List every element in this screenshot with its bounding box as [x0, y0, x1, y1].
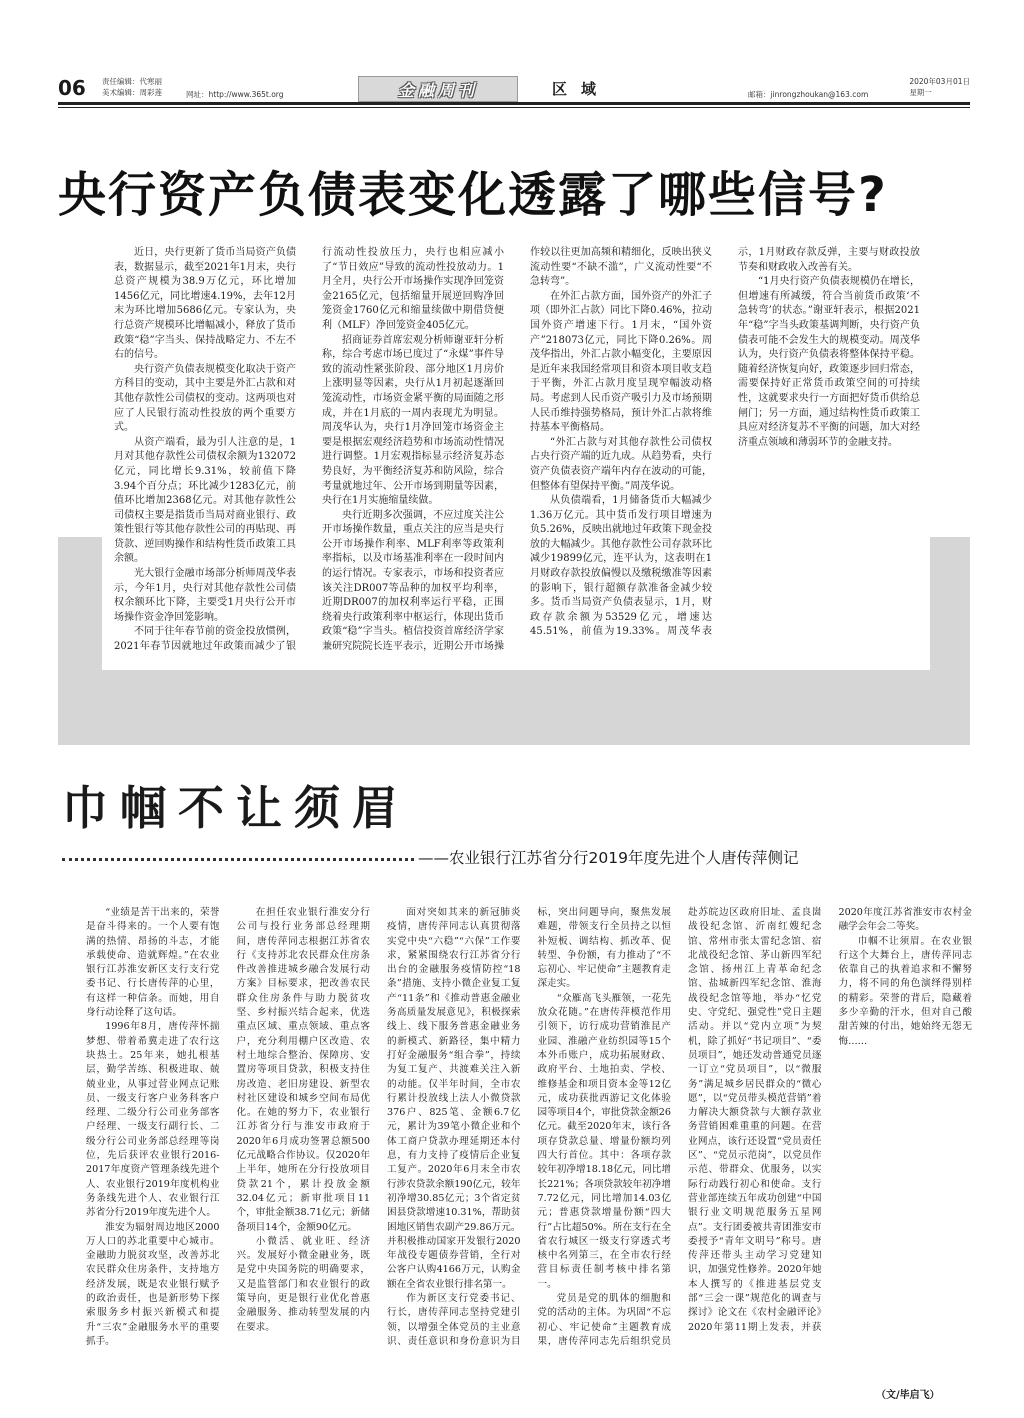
body-paragraph: 不同于往年春节前的资金投放惯例，2021年春节因就地过年政策而减少了银行流动性投放压力，央行也相应减小了“节日效应”导致的流动性投放动力。1月全月，央行公开市场操作实现净回笼资金2165亿元，包括缩量开展逆回购净回笼资金1760亿元和缩量续做中期借贷便利（MLF）净回笼资金405亿元。: [114, 247, 504, 653]
editor-line: 责任编辑：代寒丽: [102, 77, 162, 86]
article1-body: [114, 246, 920, 664]
body-paragraph: 央行资产负债表规模变化取决于资产方科目的变动，其中主要是外汇占款和对其他存款性公司债权的变动。这两项也对应了人民银行流动性投放的两个重要方式。: [114, 363, 296, 434]
body-paragraph: 作为新区支行党委书记、行长，唐传萍同志坚持党建引领，以增强全体党员的主业意识、责任意识和身份意识为目标，突出问题导向，聚焦发展难题，带领支行全员持之以恒补短板、调结构、抓改革、促转型、争份额，有力推动了“不忘初心、牢记使命”主题教育走深走实。: [387, 907, 671, 1347]
body-paragraph: 从负债端看，1月储备货币大幅减少1.36万亿元。其中货币发行项目增速为负5.26%，反映出就地过年政策下现金投放的大幅减少。其他存款性公司存款环比减少19899亿元，连平认为，这表明在1月财政存款投放偏慢以及缴税缴准等因素的影响下，银行超额存款准备金减少较多。货币当局资产负债表显示，1月，财政存款余额为53529亿元，增速达45.51%，前值为19.33%。周茂华表示，1月财政存款反弹，主要与财政投放节奏和财政收入改善有关。: [530, 247, 920, 638]
editor-credits: [102, 76, 162, 98]
date-line: 2020年03月01日: [909, 77, 970, 86]
body-paragraph: 招商证券首席宏观分析师谢亚轩分析称，综合考虑市场已度过了“永煤”事件导致的流动性紧张阶段、部分地区1月房价上涨明显等因素，央行从1月初起逐渐回笼流动性，市场资金紧平衡的局面随之形成，并在1月底的一周内表现尤为明显。周茂华认为，央行1月净回笼市场资金主要是根据宏观经济趋势和市场流动性情况进行调整。1月宏观指标显示经济复苏态势良好，为平衡经济复苏和防风险，综合考量就地过年、公开市场到期量等因素，央行在1月实施缩量续做。: [322, 334, 504, 507]
article2-body: [86, 906, 972, 1358]
brand-banner: [358, 76, 518, 102]
article2-headline: 巾帼不让须眉: [62, 781, 410, 835]
body-paragraph: 党员是党的肌体的细胞和党的活动的主体。为巩固“不忘初心、牢记使命”主题教育成果，唐传萍同志先后组织党员赴苏皖边区政府旧址、孟良崮战役纪念馆、沂南红嫂纪念馆、常州市张太雷纪念馆、宿北战役纪念馆、茅山新四军纪念馆、扬州江上青革命纪念馆、盐城新四军纪念馆、淮海战役纪念馆等地，举办“忆党史、守党纪、强党性”党日主题活动。并以“党内立项”为契机，除了抓好“书记项目”、“委员项目”，她还发动普通党员逐一订立“党员项目”，以“微服务”满足城乡居民群众的“微心愿”，以“党员带头模范营销”着力解决大额贷款与大额存款业务营销困难重重的问题。在营业网点，该行还设置“党员责任区”、“党员示范岗”，以党员作示范、带群众、优服务，以实际行动践行初心和使命。支行营业部连续五年成功创建“中国银行业文明规范服务五星网点”。支行团委被共青团淮安市委授予“青年文明号”称号。唐传萍还带头主动学习党建知识，加强党性修养。2020年她本人撰写的《推进基层党支部“三会一课”规范化的调查与探讨》论文在《农村金融评论》2020年第11期上发表，并获2020年度江苏省淮安市农村金融学会年会二等奖。: [537, 907, 972, 1347]
body-paragraph: “众雁高飞头雁领，一花先放众花随。”在唐传萍模范作用引领下，访行成功营销淮昆产业园、淮融产业纺织园等15个本外币账户，成功拓展财政、政府平台、土地拍卖、学校、维修基金和项目资本金等12亿元，成功获批西游记文化体验园等项目4个，审批贷款金额26亿元。截至2020年末，该行各项存贷款总量、增量份额均列四大行首位。其中：各项存款较年初净增18.18亿元，同比增长221%；各项贷款较年初净增7.72亿元，同比增加14.03亿元；普惠贷款增量份额“四大行”占比超50%。所在支行在全省农行城区一级支行穿透式考核中名列第三，在全市农行经营目标责任制考核中排名第一。: [537, 992, 671, 1290]
art-editor-line: 美术编辑：周彩莲: [102, 88, 162, 97]
weekday-line: 星期一: [909, 88, 932, 97]
contact-email: 邮箱：jinrongzhoukan@163.com: [748, 90, 869, 99]
article1-headline: 央行资产负债表变化透露了哪些信号?: [58, 167, 888, 223]
header-rule-thin: [58, 107, 970, 108]
body-paragraph: “1月央行资产负债表规模仍在增长，但增速有所减缓，符合当前货币政策‘不急转弯’的状态。”谢亚轩表示，根据2021年“稳”字当头政策基调判断，央行资产负债表可能不会发生大的规模变动。周茂华认为，央行资产负债表将整体保持平稳。随着经济恢复向好，政策逐步回归常态，需要保持好正常货币政策空间的可持续性，这就要求央行一方面把好货币供给总闸门；另一方面，通过结构性货币政策工具应对经济复苏不平衡的问题，加大对经济重点领域和薄弱环节的金融支持。: [738, 276, 920, 448]
body-paragraph: “业绩是苦干出来的，荣誉是奋斗得来的。一个人要有饱满的热情、昂扬的斗志，才能承载使命、造就辉煌。”在农业银行江苏淮安新区支行支行党委书记、行长唐传萍的心里，有这样一种信条。而她，用自身行动诠释了这句话。: [86, 907, 220, 1019]
body-paragraph: “外汇占款与对其他存款性公司债权占央行资产端的近九成。从趋势看，央行资产负债表资产端年内存在波动的可能，但整体有望保持平衡。”周茂华说。: [530, 436, 712, 492]
body-paragraph: 淮安为辐射周边地区2000万人口的苏北重要中心城市。金融助力脱贫攻坚，改善苏北农民群众住房条件，支持地方经济发展，既是农业银行赋予的政治责任，也是新形势下探索服务乡村振兴新模式和提升“三农”金融服务水平的重要抓手。: [86, 1221, 220, 1347]
body-paragraph: 小微活、就业旺、经济兴。发展好小微金融业务，既是党中央国务院的明确要求，又是监管部门和农业银行的政策导向，更是银行业优化普惠金融服务、推动转型发展的内在要求。: [236, 1235, 370, 1333]
subtitle-dotted-rule: [62, 858, 414, 861]
article2-byline: （文/毕启飞）: [876, 1390, 940, 1401]
body-paragraph: 央行近期多次强调，不应过度关注公开市场操作数量，重点关注的应当是央行公开市场操作利率、MLF利率等政策利率指标，以及市场基准利率在一段时间内的运行情况。专家表示，市场和投资者应该关注DR007等品种的加权平均利率，近期DR007的加权利率运行平稳，正围绕着央行政策利率中枢运行，体现出货币政策“稳”字当头。植信投资首席经济学家兼研究院院长连平表示，近期公开市场操作较以往更加高频和精细化，反映出狭义流动性要“不缺不滥”，广义流动性要“不急转弯”。: [322, 247, 712, 653]
article2-subtitle: ——农业银行江苏省分行2019年度先进个人唐传萍侧记: [418, 849, 799, 867]
body-paragraph: 在担任农业银行淮安分行公司与投行业务部总经理期间，唐传萍同志根据江苏省农行《支持苏北农民群众住房条件改善推进城乡融合发展行动方案》目标要求，把改善农民群众住房条件与助力脱贫攻坚、乡村振兴结合起来，优选重点区域、重点领域、重点客户，充分利用棚户区改造、农村土地综合整治、保障房、安置房等项目贷款，积极支持住房改造、老旧房建设、新型农村社区建设和城乡空间布局优化。在她的努力下，农业银行江苏省分行与淮安市政府于2020年6月成功签署总额500亿元战略合作协议。仅2020年上半年，她所在分行投放项目贷款21个，累计投放金额32.04亿元；新审批项目11个，审批金额38.71亿元；新储备项目14个，金额90亿元。: [236, 907, 370, 1233]
body-paragraph: 光大银行金融市场部分析师周茂华表示，今年1月，央行对其他存款性公司债权余额环比下降，主要受1月央行公开市场操作资金净回笼影响。: [114, 568, 296, 623]
page-number: 06: [58, 76, 86, 100]
body-paragraph: 在外汇占款方面，国外资产的外汇子项（即外汇占款）同比下降0.46%，拉动国外资产增速下行。1月末，“国外资产”218073亿元，同比下降0.26%。周茂华指出，外汇占款小幅变化，主要原因是近年来我国经常项目和资本项目收支趋于平衡，外汇占款月度呈现窄幅波动格局。考虑到人民币资产吸引力及市场预期人民币维持强势格局，预计外汇占款将维持基本平衡格局。: [530, 290, 712, 434]
body-paragraph: 面对突如其来的新冠肺炎疫情，唐传萍同志认真贯彻落实党中央“六稳”“六保”工作要求，紧紧围绕农行江苏省分行出台的金融服务疫情防控“18条”措施、支持小微企业复工复产“11条”和《推动普惠金融业务高质量发展意见》，积极探索线上、线下服务普惠金融业务的新模式、新路径，集中精力打好金融服务“组合拳”，持续为复工复产、共渡难关注入新的动能。仅半年时间，全市农行累计投放线上法人小微贷款376户、825笔、金额6.7亿元，累计为39笔小微企业和个体工商户贷款办理延期还本付息，有力支持了疫情后企业复工复产。2020年6月末全市农行涉农贷款余额190亿元，较年初净增30.85亿元；3个省定贫困县贷款增速10.31%，帮助贫困地区销售农副产29.86万元。并积极推动国家开发银行2020年战役专题债券营销，全行对公客户认购4166万元，认购金额在全省农业银行排名第一。: [387, 907, 521, 1290]
website-url: 网址：http://www.365t.org: [186, 90, 284, 99]
body-paragraph: 近日，央行更新了货币当局资产负债表，数据显示，截至2021年1月末，央行总资产规模为38.9万亿元，环比增加1456亿元，同比增速4.19%，去年12月末为环比增加5686亿元。专家认为，央行总资产规模环比增幅减小，释放了货币政策“稳”字当头、保持战略定力、不左不右的信号。: [114, 247, 296, 361]
body-paragraph: 1996年8月，唐传萍怀揣梦想、带着希冀走进了农行这块热土。25年来，她扎根基层，勤学苦练、积极进取、兢兢业业，从事过营业网点记账员、一级支行客户业务科客户经理、二级分行公司业务部客户经理、一级支行副行长、二级分行公司业务部总经理等岗位，先后获评农业银行2016-2017年度资产管理条线先进个人、农业银行2019年度机构业务条线先进个人、农业银行江苏省分行2019年度先进个人。: [86, 1021, 220, 1219]
header-rule: [58, 102, 970, 105]
section-name: 区域: [552, 80, 611, 98]
brand-title: 金融周刊: [397, 80, 478, 100]
issue-date: [909, 76, 970, 98]
body-paragraph: 从资产端看，最为引人注意的是，1月对其他存款性公司债权余额为132072亿元，同比增长9.31%，较前值下降3.94个百分点；环比减少1283亿元，前值环比增加2368亿元。对其他存款性公司债权主要是指货币当局对商业银行、政策性银行等其他存款性公司的再贴现、再贷款、逆回购操作和结构性货币政策工具余额。: [114, 436, 296, 565]
body-paragraph: 巾帼不让须眉。在农业银行这个大舞台上，唐传萍同志依靠自己的执着追求和不懈努力，将不同的角色演绎得别样的精彩。荣誉的背后，隐藏着多少辛勤的汗水，但对自己酸甜苦辣的付出，她始终无怨无悔……: [838, 935, 972, 1047]
